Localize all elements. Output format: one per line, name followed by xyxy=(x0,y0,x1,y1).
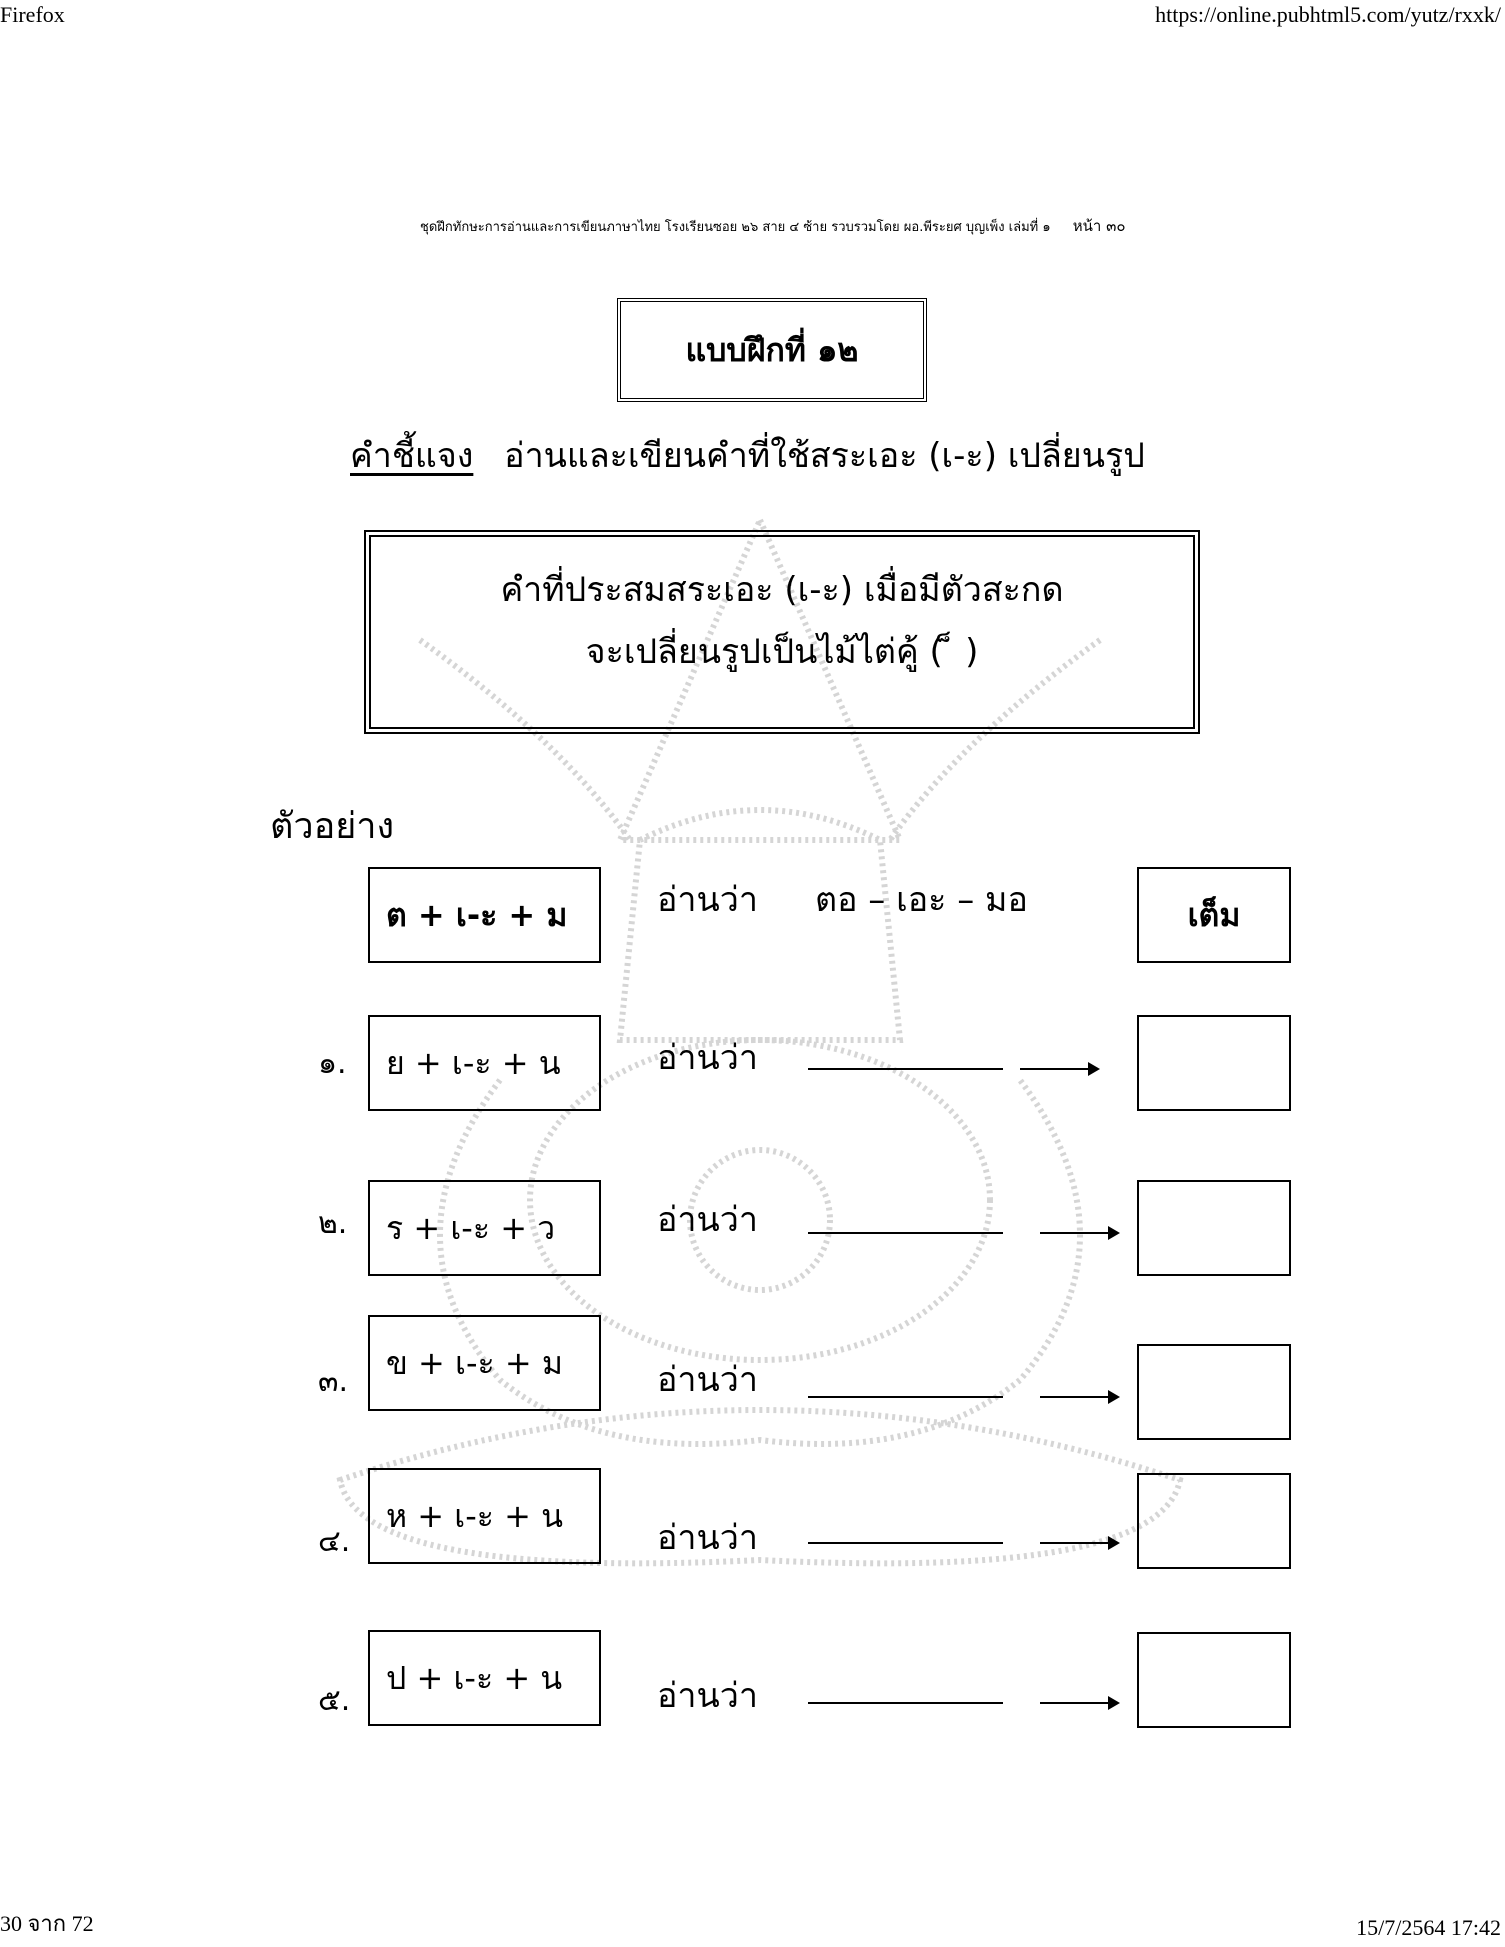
item-formula: ร + เ-ะ + ว xyxy=(386,1208,556,1247)
answer-box[interactable] xyxy=(1137,1632,1291,1728)
page-counter: 30 จาก 72 xyxy=(0,1911,94,1936)
item-formula-box xyxy=(368,1630,601,1726)
reading-answer-line[interactable] xyxy=(808,1068,1003,1070)
item-formula-box xyxy=(368,1468,601,1564)
rule-box xyxy=(364,530,1200,734)
item-read-label: อ่านว่า xyxy=(657,1518,758,1558)
answer-box[interactable] xyxy=(1137,1473,1291,1569)
document-header xyxy=(420,214,1126,238)
item-number: ๓. xyxy=(318,1364,349,1399)
header-text: ชุดฝึกทักษะการอ่านและการเขียนภาษาไทย โรงเรียนซอย ๒๖ สาย ๔ ซ้าย รวบรวมโดย ผอ.พีระยศ บุญเพ็ง เล่มที่ ๑ xyxy=(420,220,1051,235)
reading-answer-line[interactable] xyxy=(808,1542,1003,1544)
instruction-label: คำชี้แจง xyxy=(350,436,474,476)
example-read-label: อ่านว่า xyxy=(657,880,758,920)
arrow-icon xyxy=(1020,1068,1098,1070)
rule-line-2: จะเปลี่ยนรูปเป็นไม้ไต่คู้ ( ็ ) xyxy=(585,632,979,672)
item-formula-box xyxy=(368,1180,601,1276)
example-formula: ต + เ-ะ + ม xyxy=(386,895,568,934)
item-read-label: อ่านว่า xyxy=(657,1038,758,1078)
browser-app-name: Firefox xyxy=(0,2,65,27)
exercise-title: แบบฝึกที่ ๑๒ xyxy=(685,330,859,369)
item-formula: ย + เ-ะ + น xyxy=(386,1043,561,1082)
arrow-icon xyxy=(1040,1396,1118,1398)
arrow-icon xyxy=(1040,1542,1118,1544)
instruction xyxy=(350,428,1145,482)
item-read-label: อ่านว่า xyxy=(657,1676,758,1716)
item-number: ๔. xyxy=(318,1524,351,1559)
reading-answer-line[interactable] xyxy=(808,1396,1003,1398)
example-answer: เต็ม xyxy=(1187,895,1241,934)
print-timestamp: 15/7/2564 17:42 xyxy=(1356,1915,1501,1940)
item-formula: ข + เ-ะ + ม xyxy=(386,1343,563,1382)
example-answer-box xyxy=(1137,867,1291,963)
reading-answer-line[interactable] xyxy=(808,1232,1003,1234)
arrow-icon xyxy=(1040,1232,1118,1234)
rule-line-1: คำที่ประสมสระเอะ (เ-ะ) เมื่อมีตัวสะกด xyxy=(500,570,1064,610)
item-number: ๑. xyxy=(318,1046,347,1081)
answer-box[interactable] xyxy=(1137,1344,1291,1440)
item-read-label: อ่านว่า xyxy=(657,1360,758,1400)
answer-box[interactable] xyxy=(1137,1015,1291,1111)
arrow-icon xyxy=(1040,1702,1118,1704)
item-number: ๕. xyxy=(318,1683,351,1718)
instruction-text: อ่านและเขียนคำที่ใช้สระเอะ (เ-ะ) เปลี่ยนรูป xyxy=(504,436,1145,476)
item-formula: ห + เ-ะ + น xyxy=(386,1496,563,1535)
item-formula-box xyxy=(368,1315,601,1411)
item-formula-box xyxy=(368,1015,601,1111)
item-formula: ป + เ-ะ + น xyxy=(386,1658,563,1697)
reading-answer-line[interactable] xyxy=(808,1702,1003,1704)
example-formula-box xyxy=(368,867,601,963)
item-read-label: อ่านว่า xyxy=(657,1200,758,1240)
answer-box[interactable] xyxy=(1137,1180,1291,1276)
exercise-title-box xyxy=(617,298,927,402)
item-number: ๒. xyxy=(318,1206,348,1241)
page-url[interactable]: https://online.pubhtml5.com/yutz/rxxk/ xyxy=(1155,2,1501,27)
example-reading: ตอ – เอะ – มอ xyxy=(815,880,1028,920)
example-label: ตัวอย่าง xyxy=(270,806,395,847)
page-label: หน้า ๓๐ xyxy=(1072,217,1126,235)
